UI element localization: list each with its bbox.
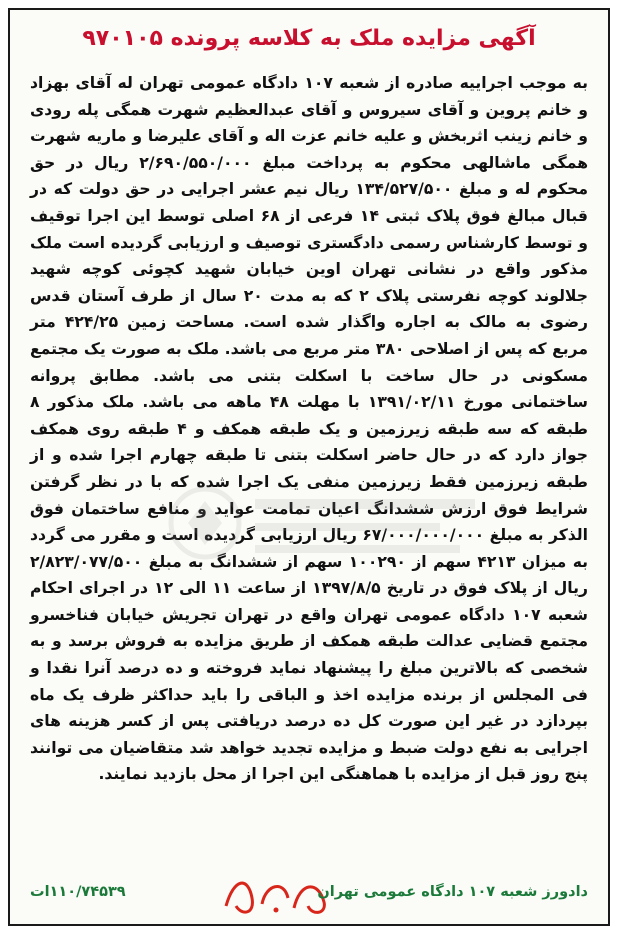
auction-notice — [8, 8, 610, 926]
signature-line: دادورز شعبه ۱۰۷ دادگاه عمومی تهران — [317, 884, 588, 900]
notice-body: به موجب اجراییه صادره از شعبه ۱۰۷ دادگاه عمومی تهران له آقای بهزاد و خانم پروین و آقای سیروس و آقای عبدالعظیم شهرت همگی پله رودی و خانم زینب اثربخش و علیه خانم عزت اله و آقای علیرضا و ماریه شهرت همگی ماشالهی محکوم به پرداخت مبلغ ۲/۶۹۰/۵۵۰/۰۰۰ ریال در حق محکوم له و مبلغ ۱۳۴/۵۲۷/۵۰۰ ریال نیم عشر اجرایی در حق دولت که در قبال مبالغ فوق پلاک ثبتی ۱۴ فرعی از ۶۸ اصلی توسط این اجرا توقیف و توسط کارشناس رسمی دادگستری توصیف و ارزیابی گردیده است ملک مذکور واقع در نشانی تهران اوین خیابان شهید کچوئی کوچه شهید جلالوند کوچه نفرستی پلاک ۲ که به مدت ۲۰ سال از طرف آستان قدس رضوی به مالک به اجاره واگذار شده است. مساحت زمین ۴۲۴/۲۵ متر مربع که پس از اصلاحی ۳۸۰ متر مربع می باشد. ملک به صورت یک مجتمع مسکونی در حال ساخت با اسکلت بتنی می باشد. مطابق پروانه ساختمانی مورخ ۱۳۹۱/۰۲/۱۱ با مهلت ۴۸ ماهه می باشد. ملک مذکور ۸ طبقه که سه طبقه زیرزمین و یک طبقه همکف و ۴ طبقه روی همکف جواز دارد که در حال حاضر اسکلت بتنی تا طبقه چهارم اجرا شده و از طبقه زیرزمین فقط زیرزمین منفی یک اجرا شده که با در نظر گرفتن شرایط فوق ارزش ششدانگ اعیان تمامت عواید و منافع ساختمان فوق الذکر به مبلغ ۶۷/۰۰۰/۰۰۰/۰۰۰ ریال ارزیابی گردیده است و مقرر می گردد به میزان ۴۲۱۳ سهم از ۱۰۰۲۹۰ سهم از ششدانگ به مبلغ ۲/۸۲۳/۰۷۷/۵۰۰ ریال از پلاک فوق در تاریخ ۱۳۹۷/۸/۵ از ساعت ۱۱ الی ۱۲ در اجرای احکام شعبه ۱۰۷ دادگاه عمومی تهران واقع در تهران تجریش خیابان فناخسرو مجتمع قضایی عدالت طبقه همکف از طریق مزایده به فروش برسد و به شخصی که بالاترین مبلغ را پیشنهاد نماید فروخته و ده درصد آنرا نقدا و فی المجلس از برنده مزایده اخذ و الباقی را باید حداکثر ظرف یک ماه بپردازد در غیر این صورت کل ده درصد دریافتی پس از کسر هزینه های اجرایی به نفع دولت ضبط و مزایده تجدید خواهد شد متقاضیان می توانند پنج روز قبل از مزایده با هماهنگی این اجرا از محل بازدید نمایند. — [30, 74, 589, 784]
notice-footer — [30, 880, 588, 910]
notice-code: ۱۱۰/۷۴۵۳۹ات — [30, 884, 126, 900]
notice-title: آگهی مزایده ملک به کلاسه پرونده ۹۷۰۱۰۵ — [82, 26, 536, 51]
